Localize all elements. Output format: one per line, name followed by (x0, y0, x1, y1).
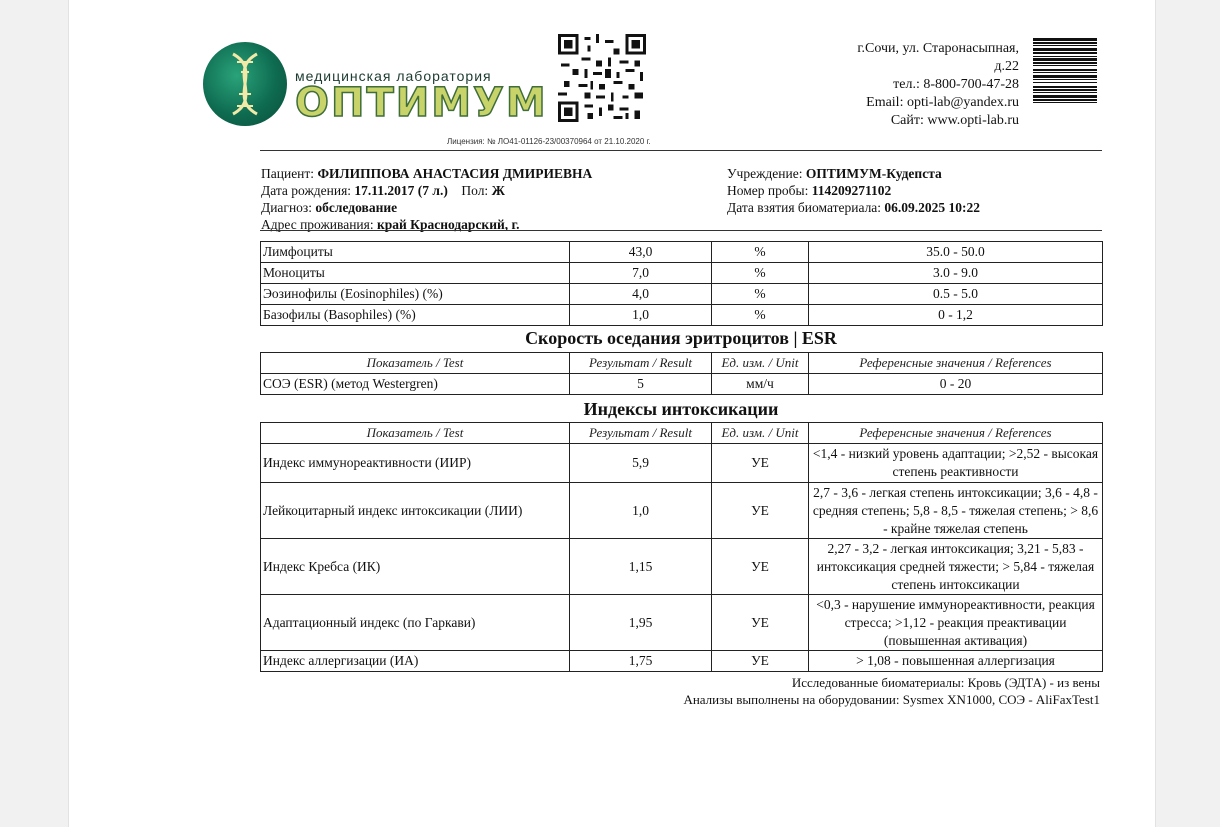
unit-cell: % (712, 305, 809, 326)
institution-value: ОПТИМУМ-Кудепста (805, 166, 942, 181)
test-name-cell: Адаптационный индекс (по Гаркави) (261, 595, 570, 651)
barcode-stripe (1033, 65, 1097, 66)
table-row (261, 374, 1103, 395)
blood-table (260, 241, 1103, 326)
taken-value: 06.09.2025 10:22 (884, 200, 981, 215)
barcode-stripe (1033, 48, 1097, 51)
lab-contacts (747, 40, 1019, 130)
barcode-stripe (1033, 102, 1097, 103)
esr-header-row (261, 353, 1103, 374)
sex-value: Ж (491, 183, 505, 198)
reference-cell: 2,7 - 3,6 - легкая степень интоксикации; 3,6 - 4,8 - средняя степень; 5,8 - 8,5 - тяжелая степень; > 8,6 - крайне тяжелая степень (809, 483, 1103, 539)
result-cell: 1,0 (570, 305, 712, 326)
lab-website: Сайт: www.opti-lab.ru (890, 113, 1019, 128)
col-ref-header: Референсные значения / References (809, 423, 1103, 444)
table-row (261, 444, 1103, 483)
lab-subtitle: медицинская лаборатория (295, 68, 492, 84)
barcode-stripe (1033, 86, 1097, 88)
header-divider (260, 150, 1102, 151)
table-row (261, 595, 1103, 651)
result-cell: 4,0 (570, 284, 712, 305)
result-cell: 1,95 (570, 595, 712, 651)
reference-cell: <0,3 - нарушение иммунореактивности, реакция стресса; >1,12 - реакция преактивации (повышенная активация) (809, 595, 1103, 651)
col-test-header: Показатель / Test (261, 423, 570, 444)
viewer-margin-left (0, 0, 68, 827)
lab-wordmark: ОПТИМУМ (295, 80, 548, 126)
address-label: Адрес проживания: (261, 217, 374, 232)
reference-cell: 35.0 - 50.0 (809, 242, 1103, 263)
test-name-cell: Индекс Кребса (ИК) (261, 539, 570, 595)
unit-cell: мм/ч (712, 374, 809, 395)
lab-phone: тел.: 8-800-700-47-28 (893, 77, 1019, 92)
barcode-stripe (1033, 79, 1097, 80)
report-sheet (147, 16, 1100, 827)
intox-table (260, 422, 1103, 672)
result-cell: 43,0 (570, 242, 712, 263)
diagnosis-label: Диагноз: (261, 200, 313, 215)
barcode-stripe (1033, 45, 1097, 46)
dob-value: 17.11.2017 (7 л.) (354, 183, 448, 198)
unit-cell: УЕ (712, 539, 809, 595)
unit-cell: УЕ (712, 595, 809, 651)
barcode-stripe (1033, 89, 1097, 91)
unit-cell: УЕ (712, 651, 809, 672)
col-ref-header: Референсные значения / References (809, 353, 1103, 374)
unit-cell: УЕ (712, 483, 809, 539)
intox-header-row (261, 423, 1103, 444)
patient-label: Пациент: (261, 166, 315, 181)
institution-label: Учреждение: (727, 166, 803, 181)
test-name-cell: Индекс аллергизации (ИА) (261, 651, 570, 672)
col-test-header: Показатель / Test (261, 353, 570, 374)
barcode-stripe (1033, 56, 1097, 57)
table-row (261, 539, 1103, 595)
barcode-stripe (1033, 82, 1097, 83)
unit-cell: % (712, 263, 809, 284)
result-cell: 5 (570, 374, 712, 395)
sample-info (727, 165, 980, 216)
esr-table (260, 352, 1103, 395)
table-row (261, 483, 1103, 539)
result-cell: 1,15 (570, 539, 712, 595)
table-row (261, 242, 1103, 263)
col-result-header: Результат / Result (570, 353, 712, 374)
table-row (261, 263, 1103, 284)
equipment-note: Анализы выполнены на оборудовании: Sysmex XN1000, СОЭ - AliFaxTest1 (683, 692, 1100, 707)
test-name-cell: Моноциты (261, 263, 570, 284)
test-name-cell: Лимфоциты (261, 242, 570, 263)
lab-license: Лицензия: № ЛО41-01126-23/00370964 от 21.10.2020 г. (447, 137, 651, 146)
lab-address-house: д.22 (994, 59, 1019, 74)
reference-cell: 2,27 - 3,2 - легкая интоксикация; 3,21 - 5,83 - интоксикация средней тяжести; > 5,84 - тяжелая степень интоксикации (809, 539, 1103, 595)
barcode-stripe (1033, 75, 1097, 78)
barcode-stripe (1033, 38, 1097, 41)
barcode-stripe (1033, 62, 1097, 64)
result-cell: 5,9 (570, 444, 712, 483)
sample-value: 114209271102 (811, 183, 892, 198)
qr-code-icon (557, 34, 647, 122)
barcode-stripe (1033, 42, 1097, 44)
barcode-stripe (1033, 52, 1097, 54)
intox-section-title: Индексы интоксикации (583, 399, 779, 419)
col-unit-header: Ед. изм. / Unit (712, 423, 809, 444)
dob-label: Дата рождения: (261, 183, 352, 198)
patient-name: ФИЛИППОВА АНАСТАСИЯ ДМИРИЕВНА (317, 166, 593, 181)
table-row (261, 305, 1103, 326)
unit-cell: % (712, 284, 809, 305)
result-cell: 1,75 (570, 651, 712, 672)
reference-cell: 0.5 - 5.0 (809, 284, 1103, 305)
unit-cell: УЕ (712, 444, 809, 483)
address-value: край Краснодарский, г. (376, 217, 520, 232)
test-name-cell: Базофилы (Basophiles) (%) (261, 305, 570, 326)
table-row (261, 651, 1103, 672)
barcode-stripe (1033, 95, 1097, 98)
patient-divider (260, 230, 1102, 231)
barcode-icon (1033, 38, 1097, 158)
test-name-cell: Лейкоцитарный индекс интоксикации (ЛИИ) (261, 483, 570, 539)
sex-label: Пол: (461, 183, 489, 198)
diagnosis-value: обследование (315, 200, 398, 215)
unit-cell: % (712, 242, 809, 263)
barcode-stripe (1033, 92, 1097, 93)
barcode-stripe (1033, 69, 1097, 71)
barcode-stripe (1033, 58, 1097, 61)
document-page (68, 0, 1156, 827)
reference-cell: > 1,08 - повышенная аллергизация (809, 651, 1103, 672)
taken-label: Дата взятия биоматериала: (727, 200, 882, 215)
barcode-stripe (1033, 72, 1097, 73)
col-unit-header: Ед. изм. / Unit (712, 353, 809, 374)
sample-label: Номер пробы: (727, 183, 809, 198)
reference-cell: 0 - 20 (809, 374, 1103, 395)
table-row (261, 284, 1103, 305)
test-name-cell: Эозинофилы (Eosinophiles) (%) (261, 284, 570, 305)
viewer-margin-right (1155, 0, 1220, 827)
reference-cell: <1,4 - низкий уровень адаптации; >2,52 - высокая степень реактивности (809, 444, 1103, 483)
lab-email: Email: opti-lab@yandex.ru (866, 95, 1019, 110)
esr-section-title: Скорость оседания эритроцитов | ESR (525, 328, 837, 348)
col-result-header: Результат / Result (570, 423, 712, 444)
barcode-stripe (1033, 99, 1097, 101)
test-name-cell: Индекс иммунореактивности (ИИР) (261, 444, 570, 483)
reference-cell: 0 - 1,2 (809, 305, 1103, 326)
lab-address-street: г.Сочи, ул. Старонасыпная, (857, 41, 1019, 56)
test-name-cell: СОЭ (ESR) (метод Westergren) (261, 374, 570, 395)
result-cell: 7,0 (570, 263, 712, 284)
result-cell: 1,0 (570, 483, 712, 539)
patient-info (261, 165, 592, 233)
reference-cell: 3.0 - 9.0 (809, 263, 1103, 284)
biomaterial-note: Исследованные биоматериалы: Кровь (ЭДТА) - из вены (791, 675, 1100, 690)
dna-logo-icon (203, 42, 287, 126)
